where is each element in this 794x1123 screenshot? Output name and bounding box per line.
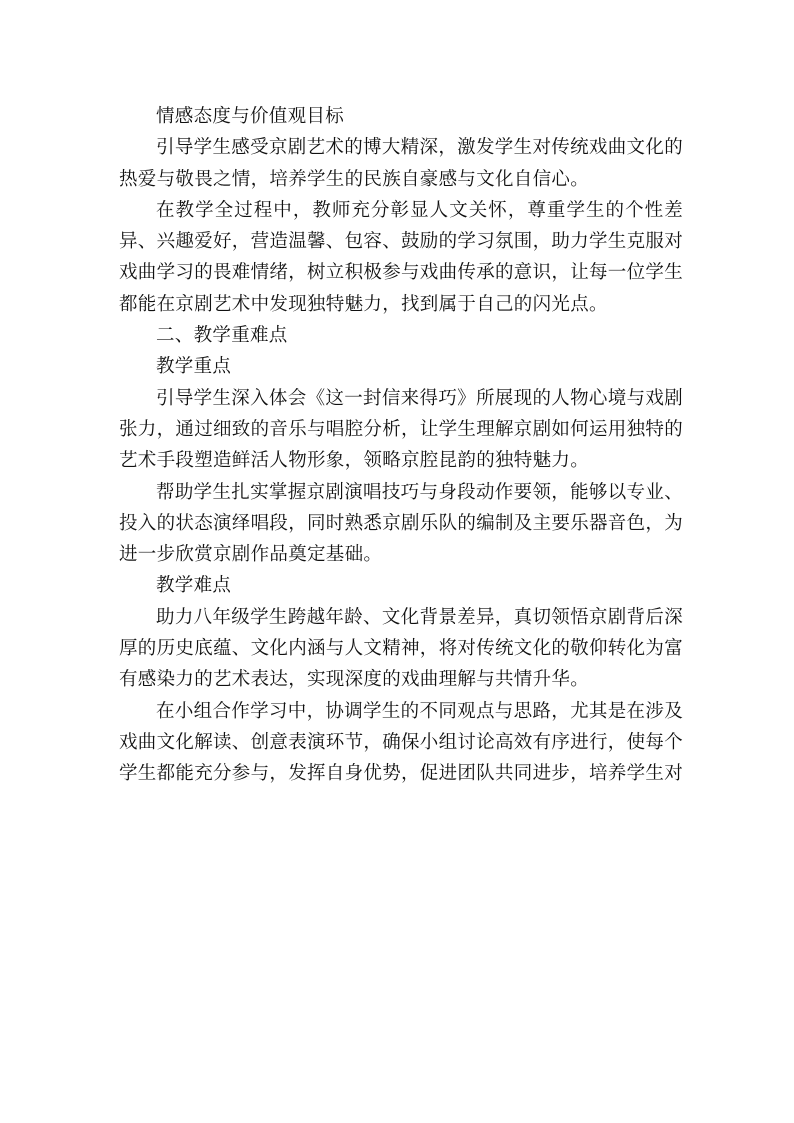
- section-heading-key-difficult-points: 二、教学重难点: [156, 325, 288, 347]
- subheading-teaching-focus: 教学重点: [156, 356, 232, 378]
- body-paragraph: 帮助学生扎实掌握京剧演唱技巧与身段动作要领，能够以专业、投入的状态演绎唱段，同时熟悉京剧乐队的编制及主要乐器音色，为进一步欣赏京剧作品奠定基础。: [119, 481, 684, 566]
- body-paragraph: 引导学生深入体会《这一封信来得巧》所展现的人物心境与戏剧张力，通过细致的音乐与唱腔分析，让学生理解京剧如何运用独特的艺术手段塑造鲜活人物形象，领略京腔昆韵的独特魅力。: [119, 387, 684, 472]
- body-paragraph: 在小组合作学习中，协调学生的不同观点与思路，尤其是在涉及戏曲文化解读、创意表演环节，确保小组讨论高效有序进行，使每个学生都能充分参与，发挥自身优势，促进团队共同进步，培养学生对: [119, 700, 684, 785]
- document-body: [119, 101, 683, 790]
- section-heading-attitude-values: 情感态度与价值观目标: [156, 106, 345, 127]
- body-paragraph: 助力八年级学生跨越年龄、文化背景差异，真切领悟京剧背后深厚的历史底蕴、文化内涵与人文精神，将对传统文化的敬仰转化为富有感染力的艺术表达，实现深度的戏曲理解与共情升华。: [119, 606, 684, 691]
- body-paragraph: 在教学全过程中，教师充分彰显人文关怀，尊重学生的个性差异、兴趣爱好，营造温馨、包容、鼓励的学习氛围，助力学生克服对戏曲学习的畏难情绪，树立积极参与戏曲传承的意识，让每一位学生都能在京剧艺术中发现独特魅力，找到属于自己的闪光点。: [119, 199, 684, 315]
- body-paragraph: 引导学生感受京剧艺术的博大精深，激发学生对传统戏曲文化的热爱与敬畏之情，培养学生的民族自豪感与文化自信心。: [119, 137, 683, 190]
- subheading-teaching-difficulty: 教学难点: [156, 575, 232, 597]
